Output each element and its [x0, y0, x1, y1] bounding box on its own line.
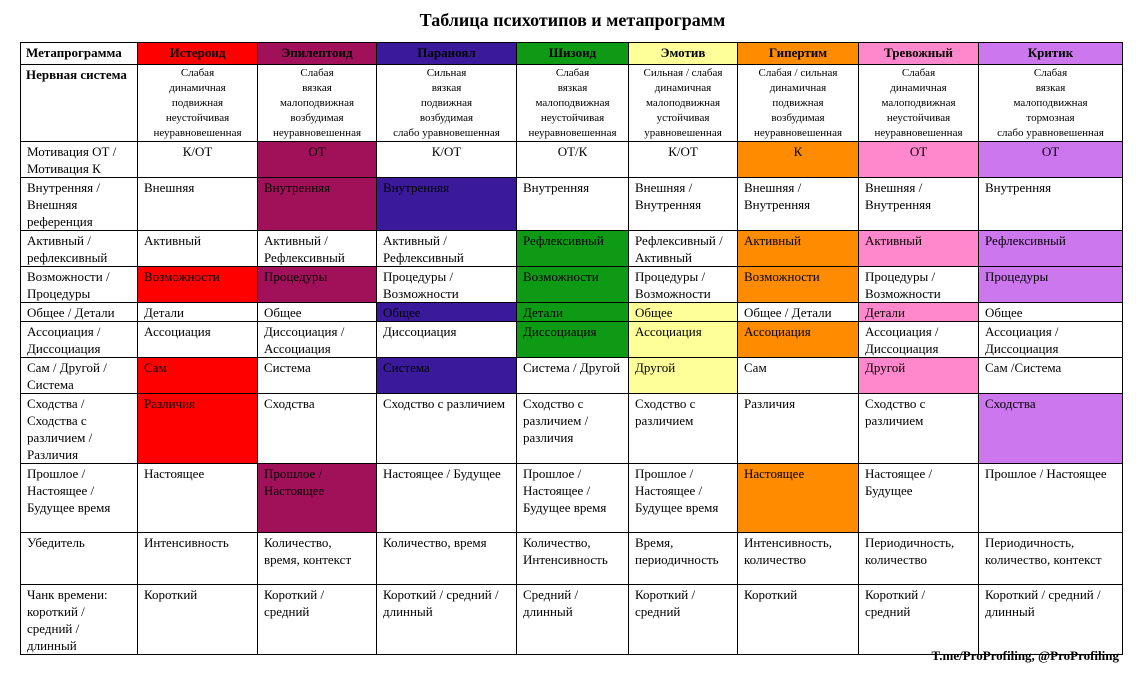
row-label: Активный / рефлексивный — [21, 231, 138, 267]
table-cell: Внутренняя — [258, 178, 377, 231]
nervous-system-trait: динамичная — [169, 82, 226, 94]
table-cell: К — [738, 142, 859, 178]
table-cell: Интенсивность, количество — [738, 533, 859, 585]
table-cell: Сходство с различием — [377, 394, 517, 464]
table-cell: Общее — [979, 303, 1123, 322]
table-cell: Активный / Рефлексивный — [258, 231, 377, 267]
nervous-system-trait: малоподвижная — [1013, 97, 1088, 109]
table-cell: Различия — [138, 394, 258, 464]
table-cell: Общее — [629, 303, 738, 322]
nervous-system-trait: неуравновешенная — [528, 127, 617, 139]
table-row — [21, 464, 1123, 533]
table-cell: Система — [377, 358, 517, 394]
table-cell: Другой — [859, 358, 979, 394]
row-label: Сходства / Сходства с различием / Различия — [21, 394, 138, 464]
table-cell: Короткий / средний — [859, 585, 979, 655]
nervous-system-cell — [859, 65, 979, 142]
table-cell: Рефлексивный — [979, 231, 1123, 267]
nervous-system-trait: динамичная — [769, 82, 827, 94]
table-cell: Активный / Рефлексивный — [377, 231, 517, 267]
table-cell: Активный — [859, 231, 979, 267]
table-cell: Настоящее — [138, 464, 258, 533]
row-label: Внутренняя / Внешняя референция — [21, 178, 138, 231]
header-psychotype: Параноял — [377, 43, 517, 65]
header-psychotype: Критик — [979, 43, 1123, 65]
nervous-system-trait: неустойчивая — [540, 112, 605, 124]
nervous-system-cell — [517, 65, 629, 142]
nervous-system-trait: неуравновешенная — [874, 127, 963, 139]
table-cell: Общее — [377, 303, 517, 322]
footer-credit: T.me/ProProfiling, @ProProfiling — [931, 648, 1119, 663]
nervous-system-trait: Слабая — [901, 67, 936, 79]
table-cell: Внутренняя — [979, 178, 1123, 231]
table-row — [21, 267, 1123, 303]
table-cell: Периодичность, количество, контекст — [979, 533, 1123, 585]
row-label: Общее / Детали — [21, 303, 138, 322]
nervous-system-trait: неустойчивая — [165, 112, 230, 124]
nervous-system-cell — [138, 65, 258, 142]
table-cell: Внешняя / Внутренняя — [629, 178, 738, 231]
table-cell: Настоящее — [738, 464, 859, 533]
nervous-system-trait: вязкая — [302, 82, 332, 94]
table-cell: ОТ/К — [517, 142, 629, 178]
nervous-system-trait: Слабая / сильная — [758, 67, 838, 79]
header-psychotype: Тревожный — [859, 43, 979, 65]
table-cell: Активный — [738, 231, 859, 267]
table-cell: Внешняя / Внутренняя — [738, 178, 859, 231]
nervous-system-trait: вязкая — [1035, 82, 1066, 94]
table-cell: Возможности — [138, 267, 258, 303]
table-cell: Внутренняя — [517, 178, 629, 231]
table-cell: Ассоциация — [738, 322, 859, 358]
table-cell: Рефлексивный / Активный — [629, 231, 738, 267]
table-row — [21, 178, 1123, 231]
header-psychotype: Эпилептоид — [258, 43, 377, 65]
row-label: Мотивация ОТ / Мотивация К — [21, 142, 138, 178]
nervous-system-trait: возбудимая — [290, 112, 344, 124]
table-cell: Прошлое / Настоящее — [258, 464, 377, 533]
table-cell: Интенсивность — [138, 533, 258, 585]
nervous-system-trait: Слабая — [1033, 67, 1068, 79]
table-cell: Количество, время — [377, 533, 517, 585]
table-cell: Ассоциация / Диссоциация — [979, 322, 1123, 358]
nervous-system-cell — [629, 65, 738, 142]
nervous-system-trait: динамичная — [654, 82, 712, 94]
nervous-system-trait: Слабая — [180, 67, 215, 79]
nervous-system-cell — [377, 65, 517, 142]
table-cell: Короткий / средний / длинный — [377, 585, 517, 655]
table-cell: Внутренняя — [377, 178, 517, 231]
table-cell: Внешняя / Внутренняя — [859, 178, 979, 231]
table-cell: Сходство с различием — [629, 394, 738, 464]
nervous-system-trait: тормозная — [1026, 112, 1075, 124]
nervous-system-trait: вязкая — [557, 82, 588, 94]
nervous-system-trait: неустойчивая — [886, 112, 951, 124]
psychotype-table — [20, 42, 1123, 655]
table-cell: Средний / длинный — [517, 585, 629, 655]
page-title: Таблица психотипов и метапрограмм — [419, 10, 726, 30]
table-cell: Время, периодичность — [629, 533, 738, 585]
nervous-system-trait: вязкая — [431, 82, 462, 94]
table-cell: Сходство с различием / различия — [517, 394, 629, 464]
table-body — [21, 65, 1123, 655]
nervous-system-trait: подвижная — [420, 97, 473, 109]
table-row — [21, 142, 1123, 178]
nervous-system-trait: слабо уравновешенная — [997, 127, 1104, 139]
nervous-system-trait: устойчивая — [656, 112, 710, 124]
nervous-system-trait: подвижная — [772, 97, 824, 109]
row-label: Возможности / Процедуры — [21, 267, 138, 303]
table-row — [21, 585, 1123, 655]
table-cell: Короткий — [738, 585, 859, 655]
row-label: Нервная система — [21, 65, 138, 142]
table-cell: Короткий / средний — [258, 585, 377, 655]
table-cell: Периодичность, количество — [859, 533, 979, 585]
table-cell: Диссоциация / Ассоциация — [258, 322, 377, 358]
nervous-system-trait: Слабая — [300, 67, 334, 79]
row-label: Убедитель — [21, 533, 138, 585]
table-cell: Настоящее / Будущее — [859, 464, 979, 533]
table-cell: Диссоциация — [377, 322, 517, 358]
nervous-system-trait: малоподвижная — [881, 97, 956, 109]
nervous-system-trait: подвижная — [171, 97, 224, 109]
table-cell: К/ОТ — [138, 142, 258, 178]
table-cell: Настоящее / Будущее — [377, 464, 517, 533]
nervous-system-trait: динамичная — [890, 82, 947, 94]
header-psychotype: Шизоид — [517, 43, 629, 65]
table-cell: Процедуры / Возможности — [629, 267, 738, 303]
row-label: Сам / Другой / Система — [21, 358, 138, 394]
nervous-system-trait: возбудимая — [419, 112, 474, 124]
nervous-system-cell — [979, 65, 1123, 142]
table-cell: Сам — [738, 358, 859, 394]
table-cell: Сходства — [258, 394, 377, 464]
table-row — [21, 533, 1123, 585]
row-label: Чанк времени: короткий / средний / длинный — [21, 585, 138, 655]
nervous-system-trait: Сильная / слабая — [643, 67, 723, 79]
table-cell: ОТ — [258, 142, 377, 178]
table-cell: Прошлое / Настоящее / Будущее время — [629, 464, 738, 533]
nervous-system-trait: Слабая — [555, 67, 590, 79]
table-cell: Процедуры — [979, 267, 1123, 303]
table-cell: Система — [258, 358, 377, 394]
table-cell: Ассоциация / Диссоциация — [859, 322, 979, 358]
table-cell: Система / Другой — [517, 358, 629, 394]
nervous-system-trait: слабо уравновешенная — [393, 127, 500, 139]
table-row — [21, 303, 1123, 322]
table-cell: Детали — [517, 303, 629, 322]
table-cell: Ассоциация — [138, 322, 258, 358]
table-row — [21, 358, 1123, 394]
table-cell: Внешняя — [138, 178, 258, 231]
table-cell: Короткий — [138, 585, 258, 655]
row-nervous-system — [21, 65, 1123, 142]
table-cell: Детали — [138, 303, 258, 322]
header-row — [21, 43, 1123, 65]
table-cell: Процедуры — [258, 267, 377, 303]
table-cell: Детали — [859, 303, 979, 322]
nervous-system-trait: неуравновешенная — [272, 127, 362, 139]
row-label: Ассоциация / Диссоциация — [21, 322, 138, 358]
table-cell: Сам — [138, 358, 258, 394]
table-cell: Общее / Детали — [738, 303, 859, 322]
nervous-system-cell — [738, 65, 859, 142]
table-cell: ОТ — [859, 142, 979, 178]
table-cell: Сходство с различием — [859, 394, 979, 464]
nervous-system-trait: неуравновешенная — [753, 127, 843, 139]
table-cell: Возможности — [738, 267, 859, 303]
nervous-system-trait: малоподвижная — [279, 97, 355, 109]
table-cell: Общее — [258, 303, 377, 322]
table-cell: Сам /Система — [979, 358, 1123, 394]
nervous-system-cell — [258, 65, 377, 142]
table-cell: Короткий / средний / длинный — [979, 585, 1123, 655]
table-cell: К/ОТ — [629, 142, 738, 178]
nervous-system-trait: Сильная — [426, 67, 467, 79]
table-cell: Сходства — [979, 394, 1123, 464]
header-psychotype: Истероид — [138, 43, 258, 65]
table-cell: Прошлое / Настоящее — [979, 464, 1123, 533]
header-psychotype: Эмотив — [629, 43, 738, 65]
table-cell: Диссоциация — [517, 322, 629, 358]
table-cell: ОТ — [979, 142, 1123, 178]
table-cell: К/ОТ — [377, 142, 517, 178]
table-cell: Различия — [738, 394, 859, 464]
nervous-system-trait: малоподвижная — [535, 97, 610, 109]
table-row — [21, 322, 1123, 358]
table-cell: Активный — [138, 231, 258, 267]
header-metaprogram: Метапрограмма — [21, 43, 138, 65]
table-cell: Количество, время, контекст — [258, 533, 377, 585]
table-cell: Прошлое / Настоящее / Будущее время — [517, 464, 629, 533]
nervous-system-trait: возбудимая — [771, 112, 825, 124]
row-label: Прошлое / Настоящее / Будущее время — [21, 464, 138, 533]
table-row — [21, 231, 1123, 267]
table-cell: Процедуры / Возможности — [859, 267, 979, 303]
table-cell: Рефлексивный — [517, 231, 629, 267]
table-row — [21, 394, 1123, 464]
table-cell: Количество, Интенсивность — [517, 533, 629, 585]
table-cell: Ассоциация — [629, 322, 738, 358]
table-cell: Возможности — [517, 267, 629, 303]
table-cell: Процедуры / Возможности — [377, 267, 517, 303]
header-psychotype: Гипертим — [738, 43, 859, 65]
nervous-system-trait: уравновешенная — [644, 127, 722, 139]
table-cell: Другой — [629, 358, 738, 394]
table-cell: Короткий / средний — [629, 585, 738, 655]
nervous-system-trait: малоподвижная — [645, 97, 721, 109]
nervous-system-trait: неуравновешенная — [153, 127, 242, 139]
